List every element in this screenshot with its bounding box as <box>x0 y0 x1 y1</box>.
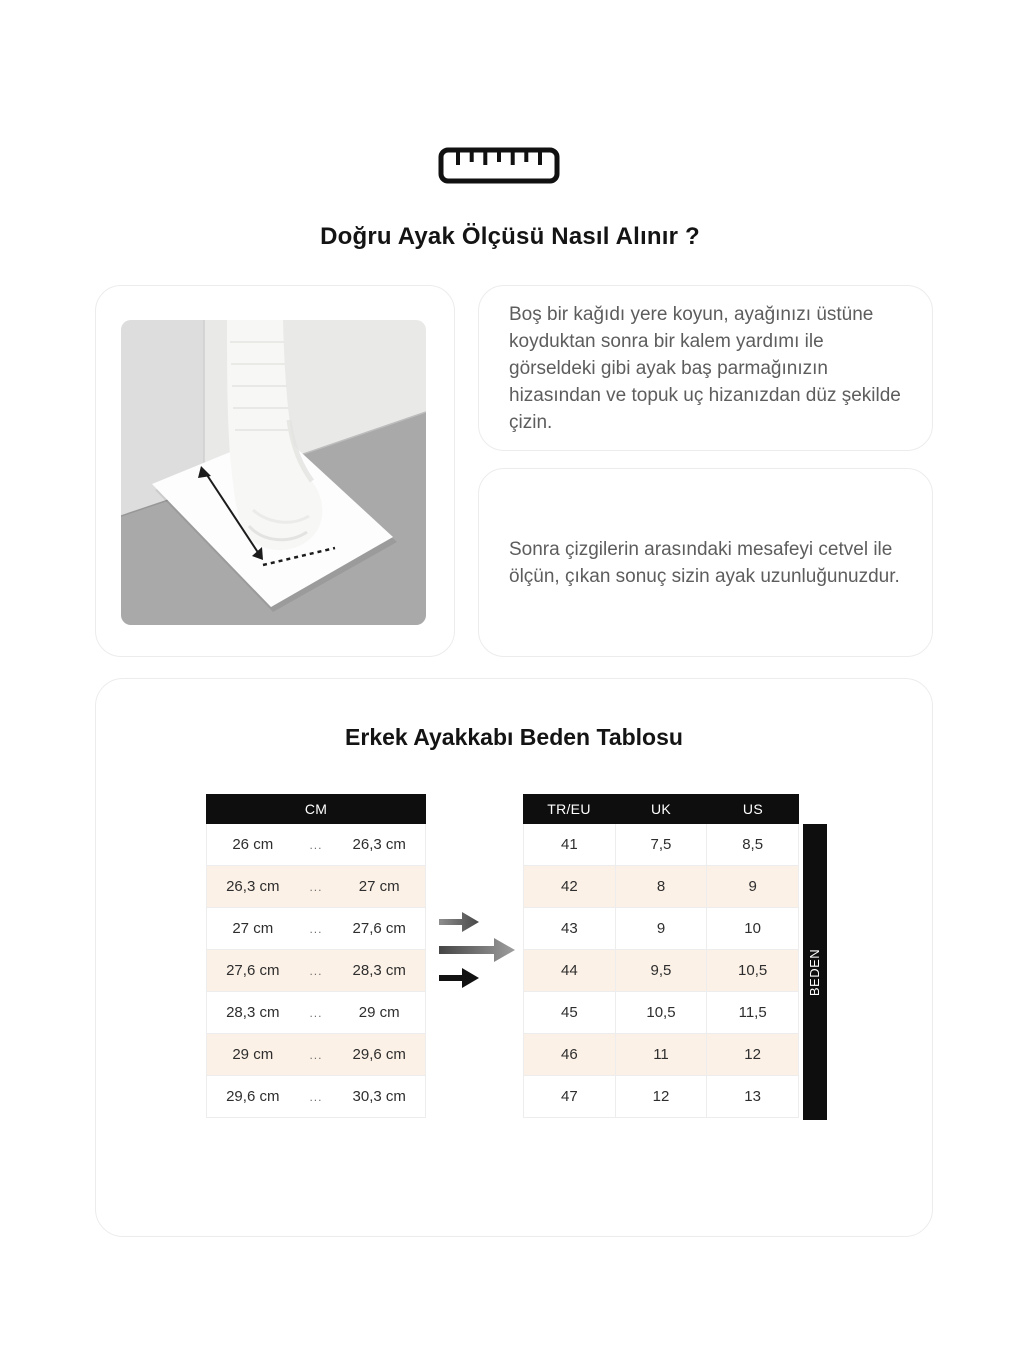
size-cell: 10,5 <box>616 992 708 1034</box>
cm-range-to: 29 cm <box>358 1004 400 1021</box>
table-row <box>206 866 426 908</box>
instruction-step-1: Boş bir kağıdı yere koyun, ayağınızı üstüne koyduktan sonra bir kalem yardımı ile görseldeki gibi ayak baş parmağınızın hizasından ve topuk uç hizanızdan düz şekilde çizin. <box>509 303 901 433</box>
table-row <box>523 824 799 866</box>
cm-range-separator: ... <box>309 837 323 852</box>
size-cell: 9 <box>616 908 708 950</box>
table-row <box>206 950 426 992</box>
table-row <box>523 908 799 950</box>
size-cell: 11 <box>616 1034 708 1076</box>
size-cell: 10 <box>707 908 799 950</box>
conversion-arrows-icon <box>438 909 516 991</box>
cm-range-to: 27,6 cm <box>352 920 406 937</box>
size-cell: 12 <box>707 1034 799 1076</box>
beden-label: BEDEN <box>807 948 823 996</box>
size-cell: 47 <box>524 1076 616 1118</box>
size-cell: 9 <box>707 866 799 908</box>
size-cell: 8,5 <box>707 824 799 866</box>
column-header-us: US <box>742 801 763 817</box>
size-cell: 11,5 <box>707 992 799 1034</box>
table-row <box>206 992 426 1034</box>
table-row <box>523 866 799 908</box>
cm-range-separator: ... <box>309 921 323 936</box>
table-row <box>206 1034 426 1076</box>
table-row <box>206 1076 426 1118</box>
column-header-treu: TR/EU <box>547 801 591 817</box>
size-table-card <box>95 678 933 1237</box>
cm-range-from: 29 cm <box>232 1046 274 1063</box>
foot-measurement-photo <box>121 320 426 625</box>
table-row <box>523 1034 799 1076</box>
table-row <box>523 1076 799 1118</box>
cm-range-from: 27 cm <box>232 920 274 937</box>
size-table-header-row <box>523 794 799 824</box>
size-cell: 45 <box>524 992 616 1034</box>
cm-range-from: 26 cm <box>232 836 274 853</box>
cm-range-to: 27 cm <box>358 878 400 895</box>
size-cell: 8 <box>616 866 708 908</box>
cm-table-header: CM <box>206 794 426 824</box>
cm-range-from: 27,6 cm <box>226 962 280 979</box>
instruction-card-2 <box>478 468 933 657</box>
international-size-table <box>523 794 799 1118</box>
cm-range-separator: ... <box>309 1089 323 1104</box>
size-cell: 12 <box>616 1076 708 1118</box>
cm-range-from: 26,3 cm <box>226 878 280 895</box>
column-header-uk: UK <box>650 801 671 817</box>
cm-range-to: 26,3 cm <box>352 836 406 853</box>
size-cell: 42 <box>524 866 616 908</box>
foot-photo-card <box>95 285 455 657</box>
table-row <box>523 950 799 992</box>
cm-range-separator: ... <box>309 1005 323 1020</box>
page-title: Doğru Ayak Ölçüsü Nasıl Alınır ? <box>320 223 700 250</box>
cm-range-to: 29,6 cm <box>352 1046 406 1063</box>
cm-range-separator: ... <box>309 879 323 894</box>
size-cell: 10,5 <box>707 950 799 992</box>
cm-range-from: 28,3 cm <box>226 1004 280 1021</box>
size-section-title: Erkek Ayakkabı Beden Tablosu <box>345 724 683 750</box>
cm-range-separator: ... <box>309 963 323 978</box>
cm-table <box>206 794 426 1118</box>
size-cell: 46 <box>524 1034 616 1076</box>
ruler-icon <box>438 147 560 184</box>
instruction-step-2: Sonra çizgilerin arasındaki mesafeyi cetvel ile ölçün, çıkan sonuç sizin ayak uzunluğunuzdur. <box>509 538 900 587</box>
size-cell: 7,5 <box>616 824 708 866</box>
instruction-card-1 <box>478 285 933 451</box>
size-cell: 41 <box>524 824 616 866</box>
size-cell: 13 <box>707 1076 799 1118</box>
cm-range-to: 28,3 cm <box>352 962 406 979</box>
cm-range-from: 29,6 cm <box>226 1088 280 1105</box>
table-row <box>206 824 426 866</box>
table-row <box>523 992 799 1034</box>
beden-side-bar <box>803 824 827 1120</box>
size-cell: 43 <box>524 908 616 950</box>
table-row <box>206 908 426 950</box>
size-cell: 44 <box>524 950 616 992</box>
cm-range-to: 30,3 cm <box>352 1088 406 1105</box>
size-cell: 9,5 <box>616 950 708 992</box>
cm-range-separator: ... <box>309 1047 323 1062</box>
